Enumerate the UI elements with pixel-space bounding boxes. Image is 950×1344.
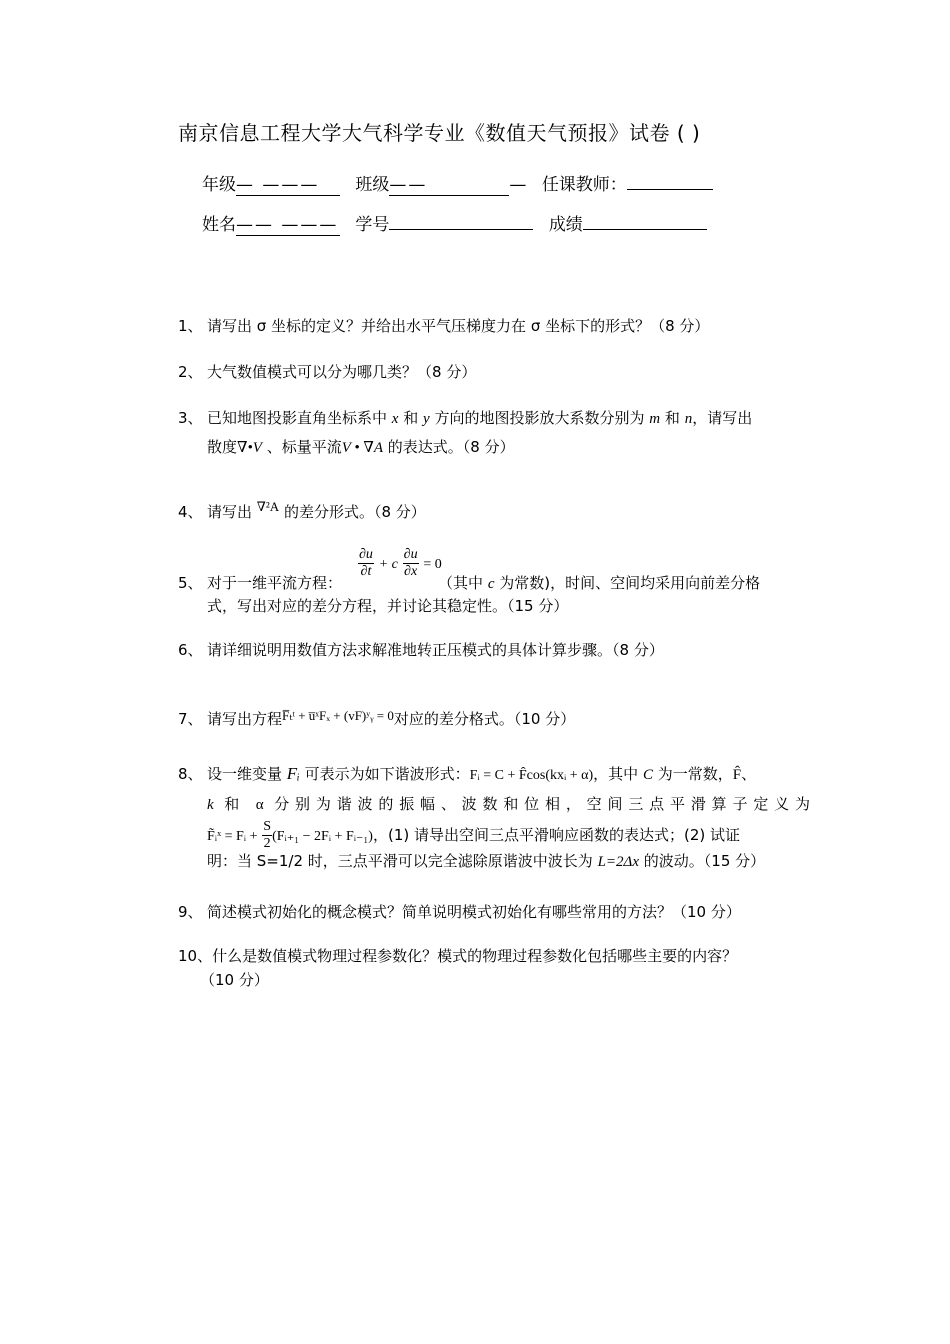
question-text: 请写出 σ 坐标的定义？并给出水平气压梯度力在 σ 坐标下的形式？（8 分） (207, 317, 710, 335)
question-text: 请详细说明用数值方法求解准地转正压模式的具体计算步骤。（8 分） (207, 641, 664, 659)
question-text: 分别为谐波的振幅、波数和位相，空间三点平滑算子定义为 (274, 795, 810, 813)
math-m: m (649, 411, 661, 427)
question-text: 请写出 (207, 503, 253, 521)
question-text: 和 (224, 795, 246, 813)
question-text: 、 (741, 765, 757, 783)
question-number: 7、 (178, 710, 203, 728)
math-x: x (391, 411, 399, 427)
question-text: ，其中 (593, 765, 639, 783)
math-n: n (684, 411, 693, 427)
score-field[interactable] (583, 213, 707, 230)
question-7 (178, 702, 810, 733)
divergence-formula: ∇•V (237, 440, 262, 456)
info-row-2 (202, 210, 707, 236)
question-text: 已知地图投影直角坐标系中 (207, 409, 388, 427)
question-text: 明：当 S=1/2 时，三点平滑可以完全滤除原谐波中波长为 (207, 852, 593, 870)
question-number: 8、 (178, 765, 203, 783)
question-text: 什么是数值模式物理过程参数化？模式的物理过程参数化包括哪些主要的内容？ (212, 947, 738, 965)
question-text: 可表示为如下谐波形式： (304, 765, 470, 783)
teacher-label: 任课教师： (541, 175, 627, 195)
fraction-denominator: 2 (263, 836, 271, 851)
question-number: 6、 (178, 641, 203, 659)
question-text: 散度 (207, 438, 238, 456)
question-text: 请写出方程 (207, 710, 283, 728)
question-5 (178, 547, 810, 620)
question-number: 3、 (178, 409, 203, 427)
question-text: ，请写出 (692, 409, 753, 427)
grade-field[interactable]: — ——— (236, 175, 340, 196)
smoothing-equation: F̃ᵢˣ = Fᵢ + (207, 829, 258, 844)
class-label: 班级 (355, 175, 390, 195)
question-line-2 (178, 433, 810, 462)
advection-formula: V • ∇A (341, 440, 383, 456)
question-1 (178, 312, 810, 340)
question-4 (178, 493, 810, 526)
question-10 (178, 944, 810, 992)
question-line-2: （10 分） (200, 971, 269, 989)
question-number: 4、 (178, 503, 203, 521)
question-line-2: 式，写出对应的差分方程，并讨论其稳定性。（15 分） (207, 597, 569, 615)
question-number: 5、 (178, 574, 203, 592)
question-6 (178, 636, 810, 664)
question-line-2 (178, 790, 810, 819)
fraction-numerator: S (263, 819, 272, 834)
text-and: 和 (403, 409, 419, 427)
question-number: 10、 (178, 947, 213, 965)
flux-equation: F̅ₜᵗ + u̅ˣFₓ + (vF)ʸᵧ = 0 (282, 708, 394, 723)
class-field[interactable]: —— (389, 175, 509, 196)
question-number: 9、 (178, 903, 203, 921)
fraction-denominator: ∂x (404, 564, 418, 579)
question-9 (178, 898, 810, 926)
question-text: 简述模式初始化的概念模式？简单说明模式初始化有哪些常用的方法？（10 分） (207, 903, 741, 921)
question-text: 对于一维平流方程： (207, 574, 343, 592)
question-text: ，(1) 请导出空间三点平滑响应函数的表达式；(2) 试证 (372, 826, 741, 844)
math-fi: Fᵢ (286, 764, 300, 783)
math-c: c (487, 576, 495, 592)
math-k: k (207, 797, 214, 813)
question-text: 大气数值模式可以分为哪几类？（8 分） (207, 363, 477, 381)
student-id-label: 学号 (355, 215, 390, 235)
question-text: 为一常数， (657, 765, 733, 783)
question-text: 设一维变量 (207, 765, 283, 783)
fraction-denominator: ∂t (360, 564, 372, 579)
question-text: 对应的差分格式。（10 分） (393, 710, 576, 728)
question-3 (178, 404, 810, 462)
question-8 (178, 760, 810, 876)
question-line-4 (178, 847, 810, 876)
score-label: 成绩 (548, 215, 583, 235)
question-number: 1、 (178, 317, 203, 335)
math-fhat: F̂ (732, 767, 742, 783)
class-end-dash: — (509, 175, 527, 195)
math-C: C (642, 767, 653, 783)
teacher-field[interactable] (627, 173, 713, 190)
harmonic-equation: Fᵢ = C + F̂cos(kxᵢ + α) (469, 768, 594, 783)
question-text: 为常数)，时间、空间均采用向前差分格 (499, 574, 761, 592)
question-text: 、标量平流 (266, 438, 342, 456)
student-id-field[interactable] (389, 213, 533, 230)
grade-label: 年级 (202, 175, 236, 195)
question-text: （其中 (438, 574, 484, 592)
math-wavelength: L=2Δx (597, 854, 639, 870)
math-alpha: α (255, 797, 264, 813)
question-2 (178, 358, 810, 386)
question-text: 的波动。（15 分） (643, 852, 766, 870)
question-text: 的表达式。（8 分） (387, 438, 515, 456)
math-y: y (423, 411, 430, 427)
equation-term: + c (378, 557, 398, 572)
exam-title: 南京信息工程大学大气科学专业《数值天气预报》试卷 ( ) (178, 121, 701, 145)
question-number: 2、 (178, 363, 203, 381)
question-text: 的差分形式。（8 分） (283, 503, 426, 521)
name-label: 姓名 (202, 215, 236, 235)
laplacian-formula: ∇²A (256, 499, 280, 514)
info-row-1 (202, 170, 713, 196)
smoothing-equation: (Fᵢ₊₁ − 2Fᵢ + Fᵢ₋₁) (272, 829, 373, 844)
fraction-numerator: ∂u (359, 547, 373, 562)
text-and: 和 (664, 409, 680, 427)
question-text: 方向的地图投影放大系数分别为 (434, 409, 645, 427)
fraction-numerator: ∂u (403, 547, 418, 562)
equation-term: = 0 (423, 557, 442, 572)
name-field[interactable]: —— ——— (236, 215, 339, 235)
